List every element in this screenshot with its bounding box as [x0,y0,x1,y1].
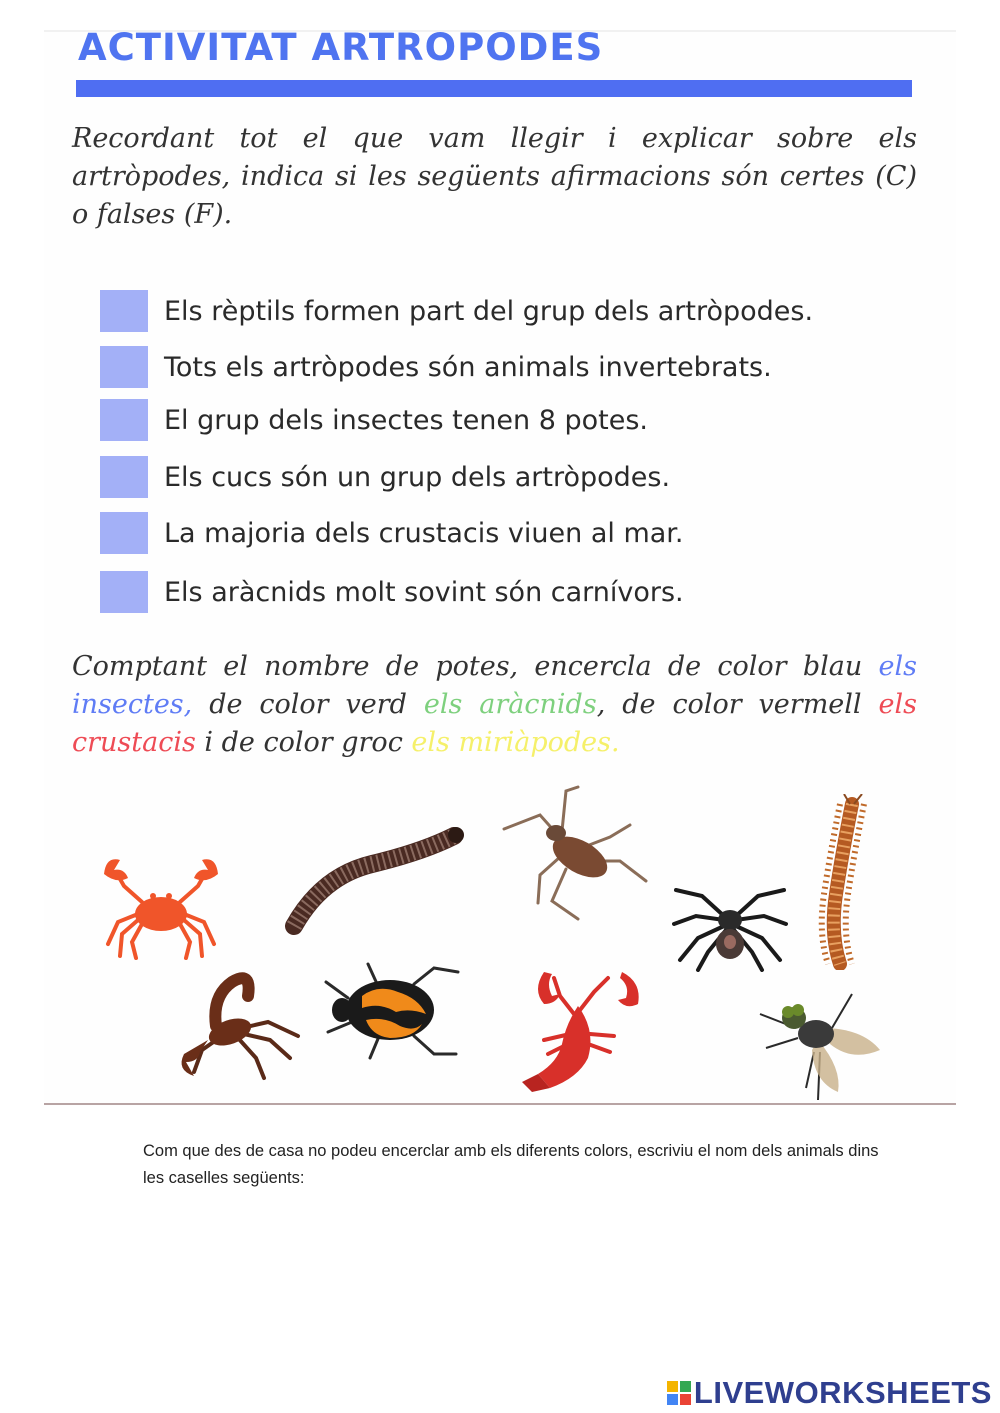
statement-item [100,571,920,613]
statement-text: Els rèptils formen part del grup dels artròpodes. [164,295,814,327]
statement-text: Els cucs són un grup dels artròpodes. [164,461,671,493]
statement-text: El grup dels insectes tenen 8 potes. [164,404,648,436]
instruction-part: Comptant el nombre de potes, encercla de color blau [72,651,879,682]
liveworksheets-logo [667,1375,992,1411]
myriapods-label: els miriàpodes. [411,727,620,758]
home-instructions: Com que des de casa no podeu encerclar amb els diferents colors, escriviu el nom dels animals dins les caselles següents: [143,1142,879,1187]
crab-image [98,852,224,960]
answer-box-4[interactable] [100,456,148,498]
brand-icon [667,1381,691,1405]
lobster-image [514,970,650,1094]
answer-box-3[interactable] [100,399,148,441]
statement-text: La majoria dels crustacis viuen al mar. [164,517,684,549]
statement-item [100,290,920,332]
instruction-part: de color verd [192,689,424,720]
section-divider [44,1103,956,1105]
arachnids-label: els aràcnids [423,689,597,720]
title-underline-bar [76,80,912,97]
spider-image [672,876,788,972]
millipede-image [282,826,468,938]
statement-text: Tots els artròpodes són animals invertebrats. [164,351,772,383]
scorpion-image [172,966,304,1084]
statement-item [100,346,920,388]
instruction-part: , de color vermell [596,689,879,720]
page-title: ACTIVITAT ARTROPODES [78,26,604,69]
insects-label: els insectes, [72,651,917,720]
answer-box-2[interactable] [100,346,148,388]
statement-text: Els aràcnids molt sovint són carnívors. [164,576,684,608]
intro-text: Recordant tot el que vam llegir i explicar sobre els artròpodes, indica si les següents afirmacions són certes (C) o falses (F). [72,123,917,230]
instruction-part: i de color groc [195,727,412,758]
centipede-image [800,794,872,970]
crustaceans-label: els crustacis [72,689,917,758]
coloring-instructions [72,648,917,762]
brand-name: LIVEWORKSHEETS [693,1375,992,1410]
beetle-image [318,958,462,1060]
statement-item [100,512,920,554]
answer-box-5[interactable] [100,512,148,554]
bug-image [500,785,650,927]
statement-item [100,456,920,498]
answer-box-6[interactable] [100,571,148,613]
fly-image [752,988,892,1102]
answer-box-1[interactable] [100,290,148,332]
statement-item [100,399,920,441]
